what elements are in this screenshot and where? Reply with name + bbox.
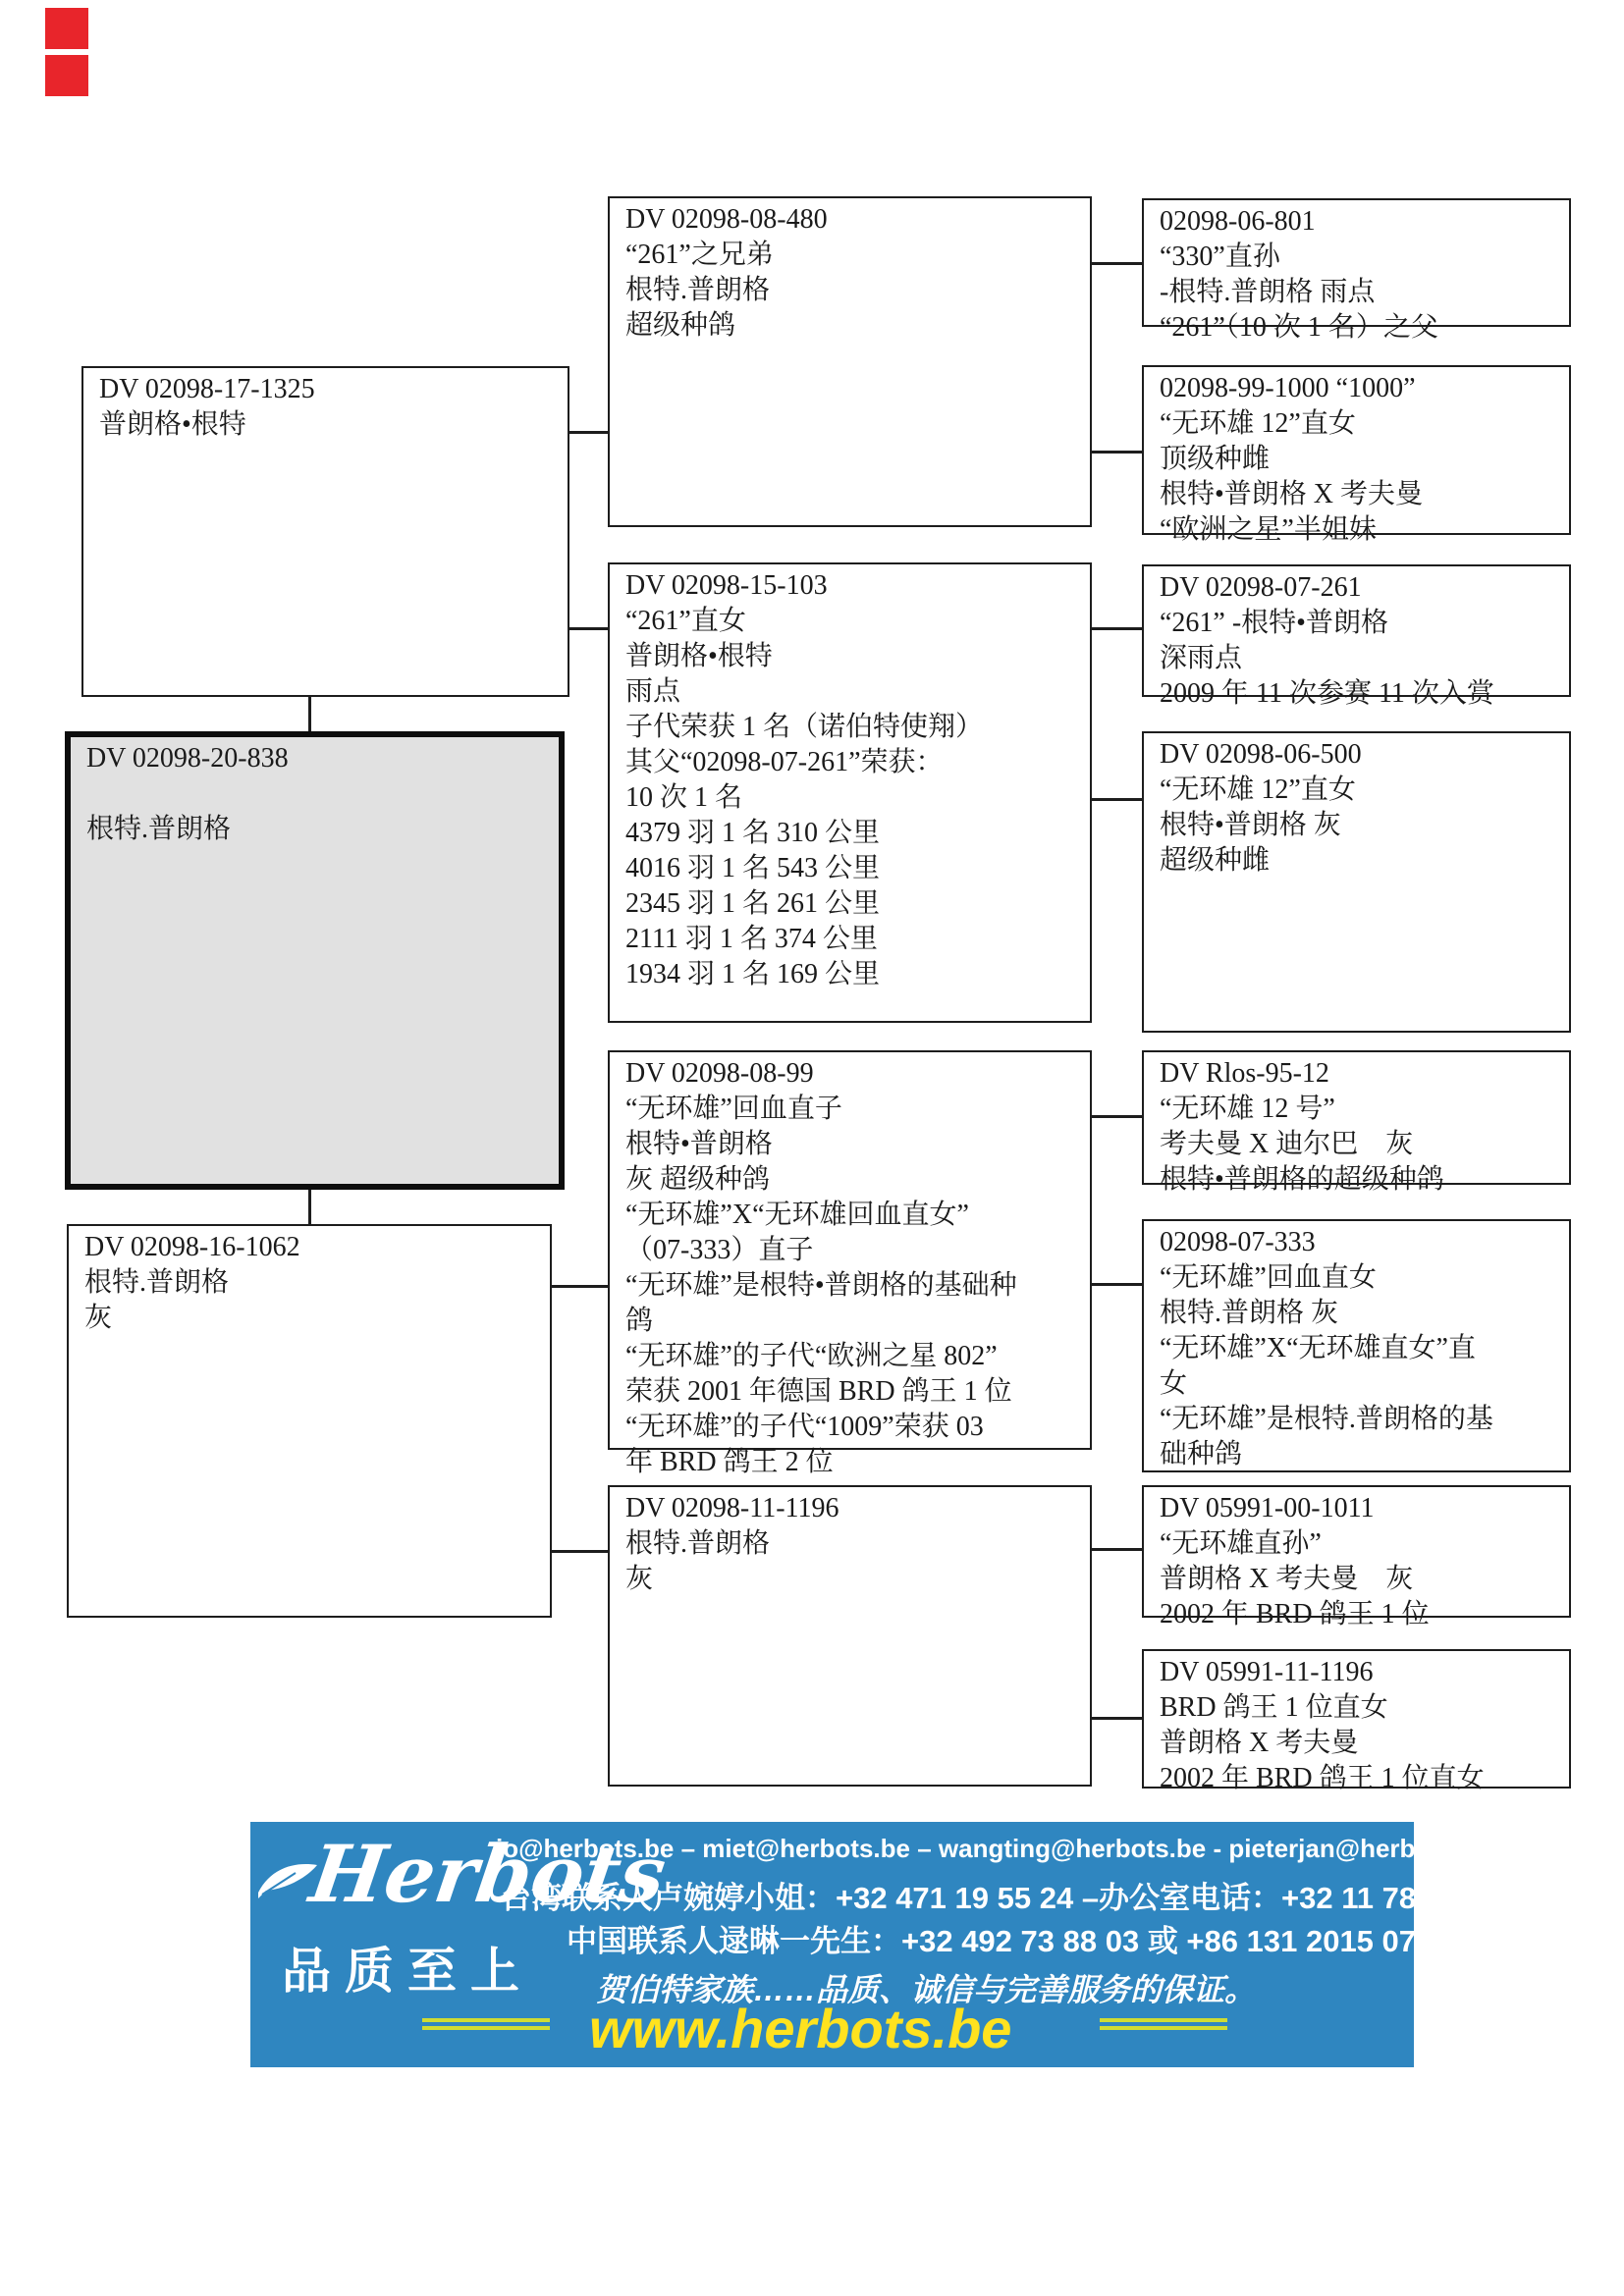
red-stamp-mark-2 xyxy=(45,55,88,96)
pedigree-box-ggparent-2: 02098-99-1000 “1000” “无环雄 12”直女 顶级种雌 根特•普朗格 X 考夫曼 “欧洲之星”半姐妹 xyxy=(1142,365,1571,535)
connector-line xyxy=(1092,1717,1144,1720)
pedigree-box-ggparent-5: DV Rlos-95-12 “无环雄 12 号” 考夫曼 X 迪尔巴 灰 根特•普朗格的超级种鸽 xyxy=(1142,1050,1571,1185)
pedigree-box-grandparent-3: DV 02098-08-99 “无环雄”回血直子 根特•普朗格 灰 超级种鸽 “无环雄”X“无环雄回血直女” （07-333）直子 “无环雄”是根特•普朗格的基础种 鸽 “无环雄”的子代“欧洲之星 802” 荣获 2001 年德国 BRD 鸽王 1 位 “无环雄”的子代“1009”荣获 03 年 BRD 鸽王 2 位 xyxy=(608,1050,1092,1450)
banner-emails[interactable]: jo@herbots.be – miet@herbots.be – wangting@herbots.be - pieterjan@herbots.be xyxy=(496,1834,1490,1863)
pedigree-box-grandparent-1: DV 02098-08-480 “261”之兄弟 根特.普朗格 超级种鸽 xyxy=(608,196,1092,527)
connector-line xyxy=(1092,1115,1144,1118)
pedigree-box-ggparent-6: 02098-07-333 “无环雄”回血直女 根特.普朗格 灰 “无环雄”X“无环雄直女”直 女 “无环雄”是根特.普朗格的基 础种鸽 xyxy=(1142,1219,1571,1472)
red-stamp-mark-1 xyxy=(45,8,88,49)
banner-contact-china: 中国联系人逯晽一先生：+32 492 73 88 03 或 +86 131 2015 0755 xyxy=(567,1924,1450,1958)
pedigree-box-subject: DV 02098-20-838 根特.普朗格 xyxy=(65,731,565,1190)
connector-line xyxy=(552,1550,610,1553)
pedigree-box-ggparent-1: 02098-06-801 “330”直孙 -根特.普朗格 雨点 “261”（10 次 1 名）之父 xyxy=(1142,198,1571,327)
pedigree-box-ggparent-8: DV 05991-11-1196 BRD 鸽王 1 位直女 普朗格 X 考夫曼 2002 年 BRD 鸽王 1 位直女 xyxy=(1142,1649,1571,1789)
connector-line xyxy=(1092,1283,1144,1286)
pedigree-box-grandparent-4: DV 02098-11-1196 根特.普朗格 灰 xyxy=(608,1485,1092,1787)
banner-slogan: 贺伯特家族……品质、诚信与完善服务的保证。 xyxy=(596,1972,1257,2007)
pedigree-box-ggparent-7: DV 05991-00-1011 “无环雄直孙” 普朗格 X 考夫曼 灰 2002 年 BRD 鸽王 1 位 xyxy=(1142,1485,1571,1618)
banner-tagline: 品质至上 xyxy=(282,1944,533,1999)
herbots-logo: Herbots xyxy=(304,1828,672,1920)
banner-website-link[interactable]: www.herbots.be xyxy=(589,1998,1012,2059)
connector-line xyxy=(1092,262,1144,265)
connector-line xyxy=(569,431,610,434)
pedigree-box-ggparent-3: DV 02098-07-261 “261” -根特•普朗格 深雨点 2009 年 11 次参赛 11 次入赏 xyxy=(1142,564,1571,697)
connector-line xyxy=(1092,451,1144,454)
decorative-double-line-left xyxy=(422,2018,550,2030)
herbots-banner xyxy=(250,1822,1501,2067)
connector-line xyxy=(1092,798,1144,801)
connector-line xyxy=(552,1285,610,1288)
connector-line xyxy=(1092,627,1144,630)
pedigree-box-grandparent-2: DV 02098-15-103 “261”直女 普朗格•根特 雨点 子代荣获 1 名（诺伯特使翔） 其父“02098-07-261”荣获： 10 次 1 名 4379 羽 1 名 310 公里 4016 羽 1 名 543 公里 2345 羽 1 名 261 公里 2111 羽 1 名 374 公里 1934 羽 1 名 169 公里 xyxy=(608,562,1092,1023)
connector-line xyxy=(569,627,610,630)
pedigree-box-sire: DV 02098-17-1325 普朗格•根特 xyxy=(81,366,569,697)
connector-line xyxy=(1092,1548,1144,1551)
pedigree-box-dam: DV 02098-16-1062 根特.普朗格 灰 xyxy=(67,1224,552,1618)
pedigree-box-ggparent-4: DV 02098-06-500 “无环雄 12”直女 根特•普朗格 灰 超级种雌 xyxy=(1142,731,1571,1033)
banner-contact-taiwan: 台湾联系人卢婉婷小姐：+32 471 19 55 24 –办公室电话：+32 11 78 91 90 xyxy=(501,1881,1501,1915)
decorative-double-line-right xyxy=(1100,2018,1227,2030)
